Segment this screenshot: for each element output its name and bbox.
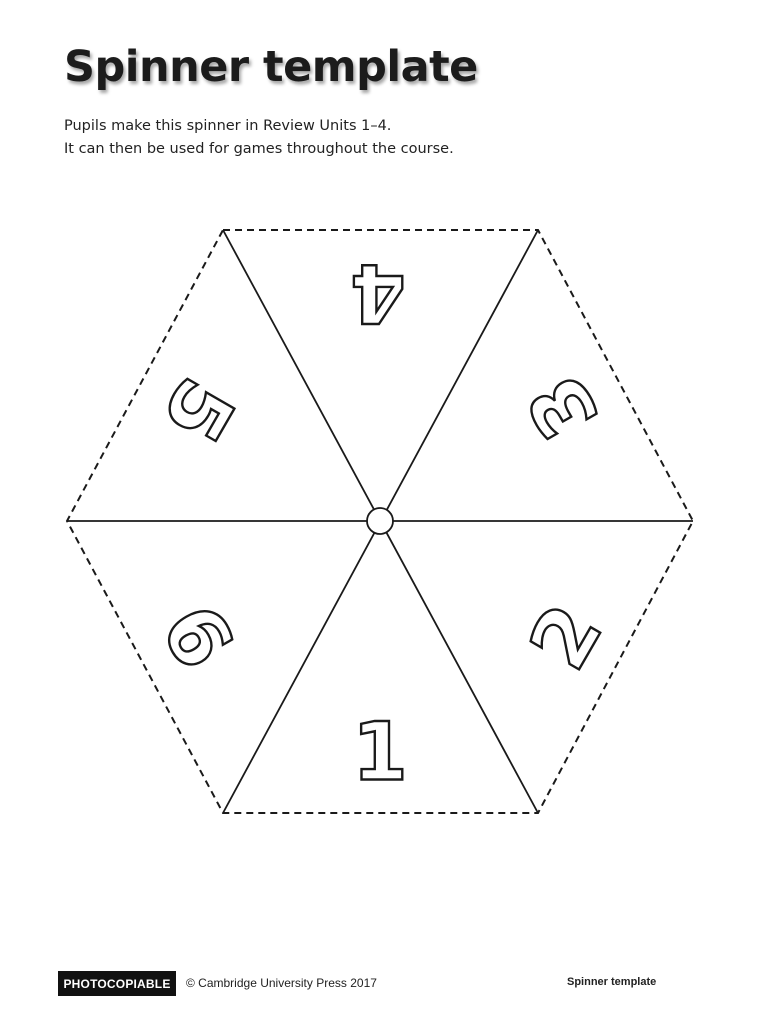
- spinner-number-1: 1: [352, 705, 408, 799]
- footer-section-title: Spinner template: [567, 976, 657, 988]
- spinner-number-2: 2: [511, 589, 621, 685]
- intro-line-2: It can then be used for games throughout the course.: [64, 141, 454, 157]
- spinner-center-hole: [367, 508, 393, 534]
- copyright-notice: © Cambridge University Press 2017: [186, 976, 377, 990]
- page-title: Spinner template: [64, 42, 478, 92]
- spinner-number-4: 4: [350, 246, 406, 340]
- intro-line-1: Pupils make this spinner in Review Units 1–4.: [64, 118, 392, 134]
- photocopiable-badge: PHOTOCOPIABLE: [58, 971, 176, 996]
- spinner-number-5: 5: [143, 362, 253, 458]
- spinner-number-6: 6: [142, 589, 252, 685]
- spinner-number-3: 3: [508, 359, 618, 455]
